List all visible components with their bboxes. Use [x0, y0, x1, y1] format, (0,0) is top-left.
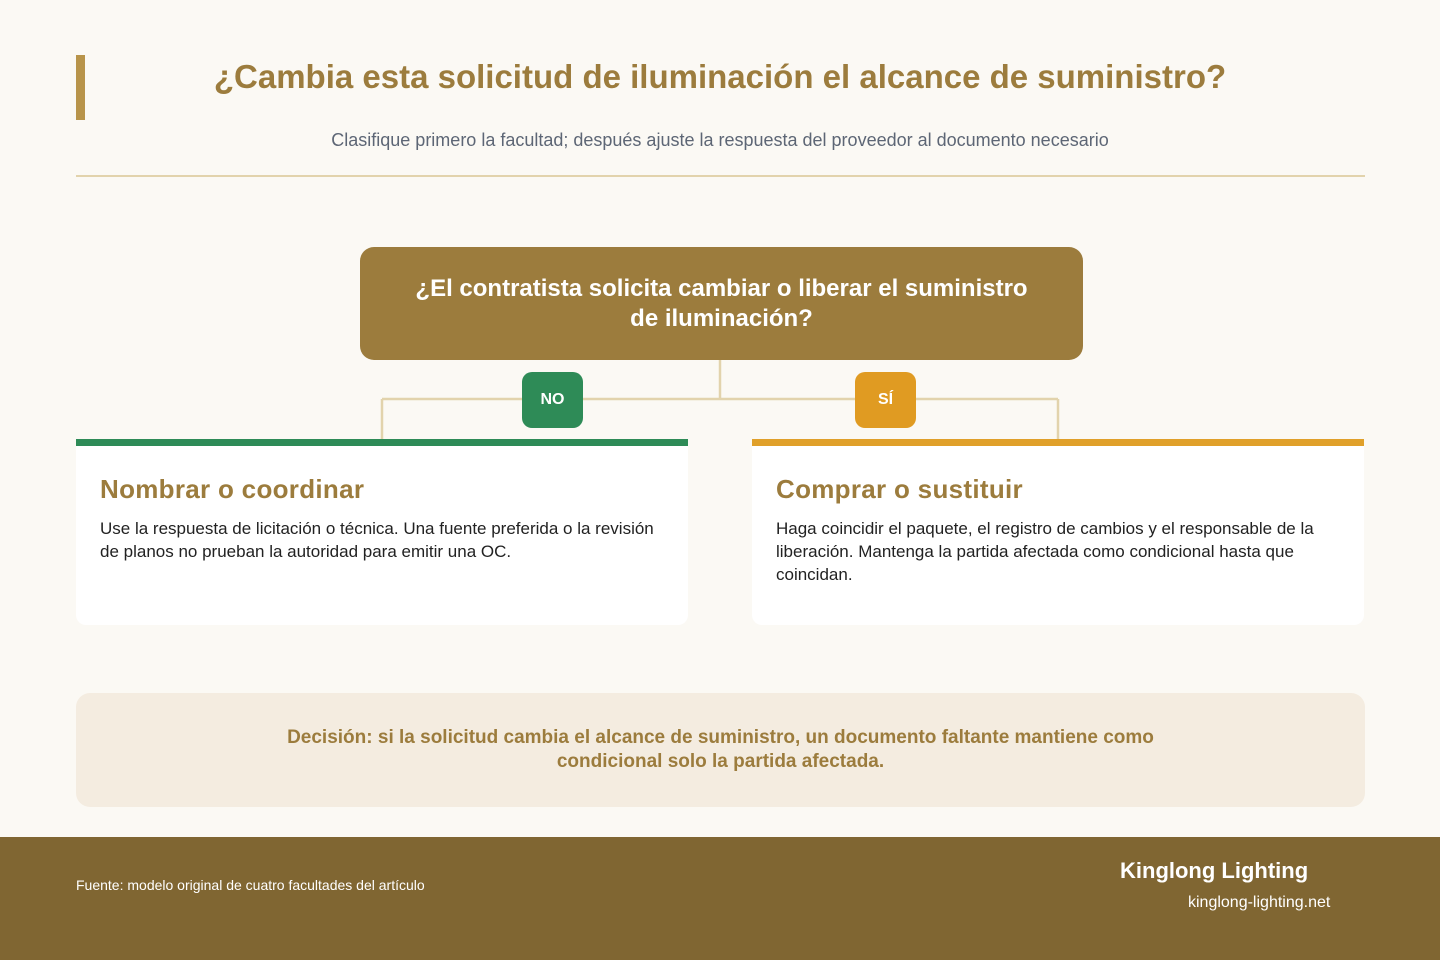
- no-branch-body: Use la respuesta de licitación o técnica. Una fuente preferida o la revisión de planos no prueban la autoridad para emitir una OC.: [100, 519, 654, 561]
- yes-branch-title: Comprar o sustituir: [776, 474, 1023, 504]
- no-badge-label: NO: [540, 391, 565, 408]
- no-badge: [522, 372, 583, 428]
- footer-url-link[interactable]: kinglong-lighting.net: [1188, 894, 1331, 911]
- yes-branch-card: [752, 439, 1364, 625]
- page-subtitle: Clasifique primero la facultad; después ajuste la respuesta del proveedor al documento necesario: [331, 130, 1109, 150]
- no-branch-title: Nombrar o coordinar: [100, 474, 365, 504]
- footer-source: Fuente: modelo original de cuatro facultades del artículo: [76, 877, 425, 893]
- page-title: ¿Cambia esta solicitud de iluminación el alcance de suministro?: [213, 58, 1227, 95]
- decision-box: [76, 693, 1365, 807]
- no-branch-card: [76, 439, 688, 625]
- question-text: ¿El contratista solicita cambiar o liberar el suministro de iluminación?: [415, 274, 1028, 332]
- footer-brand: Kinglong Lighting: [1120, 858, 1309, 883]
- decision-text: Decisión: si la solicitud cambia el alcance de suministro, un documento faltante mantiene como condicional solo la partida afectada.: [287, 727, 1154, 772]
- yes-badge-label: SÍ: [877, 391, 894, 408]
- yes-branch-body: Haga coincidir el paquete, el registro de cambios y el responsable de la liberación. Mantenga la partida afectada como condicional hasta que coincidan.: [776, 519, 1314, 584]
- yes-badge: [855, 372, 916, 428]
- footer: [0, 837, 1440, 960]
